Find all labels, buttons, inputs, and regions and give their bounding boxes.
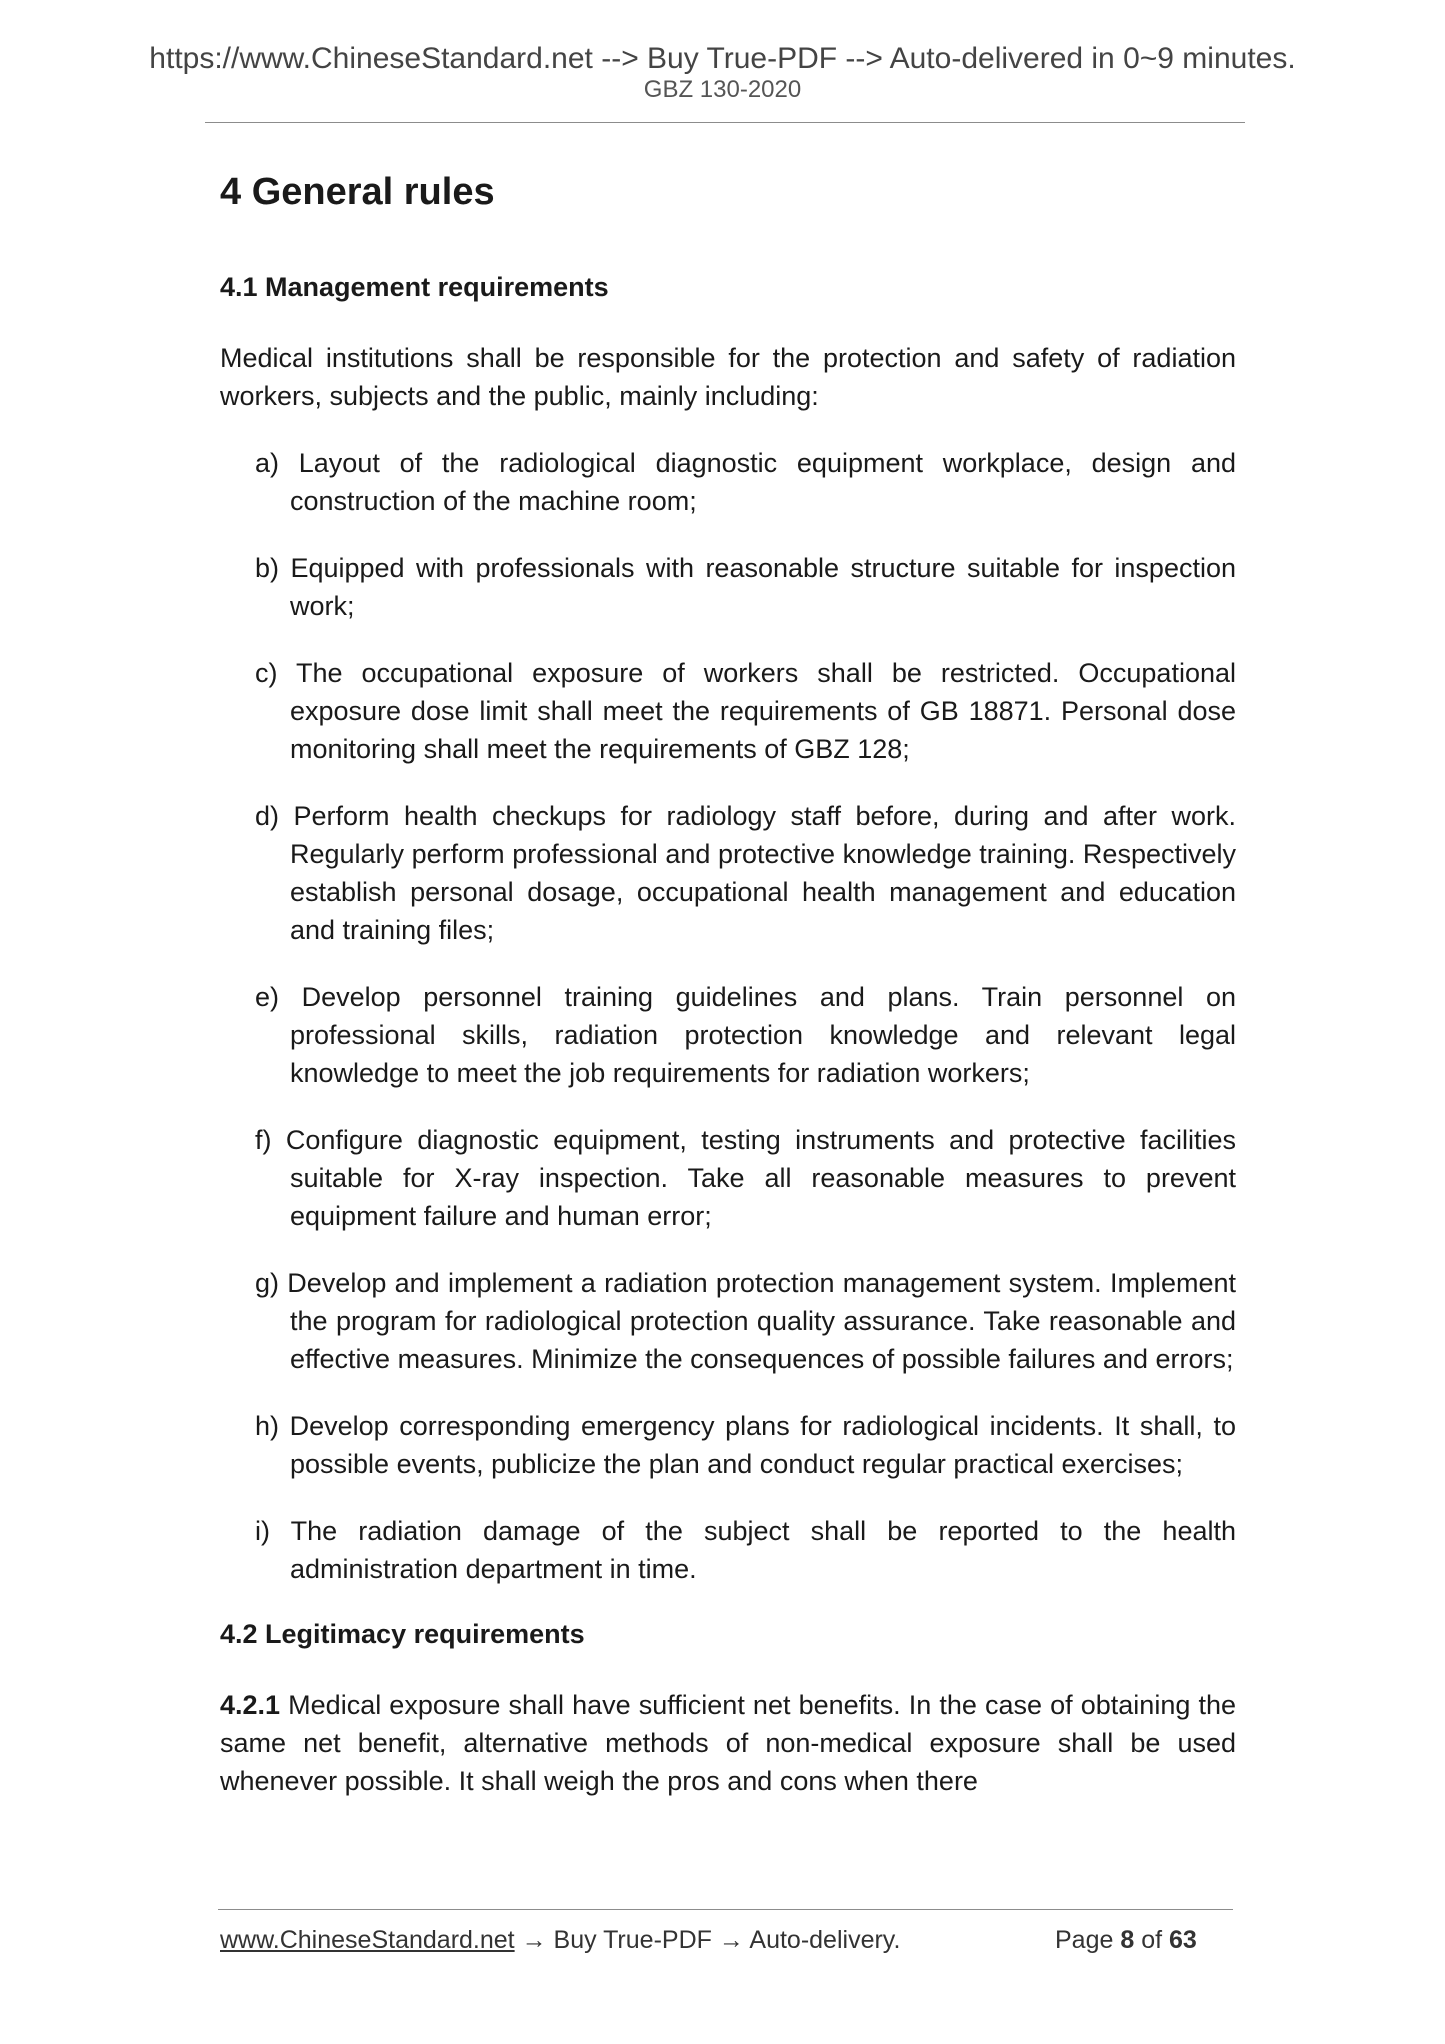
clause-text: Medical exposure shall have sufficient net benefits. In the case of obtaining the same net benefit, alternative methods of non-medical exposure shall be used whenever possible. It shall weigh the pros and cons when there [220, 1689, 1236, 1796]
page-indicator [1055, 1926, 1197, 1955]
subsection-title-4-2: 4.2 Legitimacy requirements [220, 1618, 585, 1649]
section-title: 4 General rules [220, 171, 495, 213]
standard-code: GBZ 130-2020 [643, 76, 802, 103]
footer-promo [220, 1926, 900, 1955]
total-pages: 63 [1169, 1926, 1197, 1954]
requirements-list [220, 444, 1236, 1588]
intro-paragraph: Medical institutions shall be responsible for the protection and safety of radiation workers, subjects and the public, mainly including: [220, 342, 1236, 411]
of-word: of [1134, 1926, 1169, 1954]
list-item: d) Perform health checkups for radiology staff before, during and after work. Regularly perform professional and protective knowledge training. Respectively establish personal dosage, occupational health management and education and training files; [255, 800, 1236, 945]
subsection-title-4-1: 4.1 Management requirements [220, 271, 609, 302]
list-item: i) The radiation damage of the subject shall be reported to the health administration department in time. [255, 1515, 1236, 1584]
list-item: c) The occupational exposure of workers shall be restricted. Occupational exposure dose limit shall meet the requirements of GB 18871. Personal dose monitoring shall meet the requirements of GBZ 128; [255, 657, 1236, 764]
footer-tagline: → Buy True-PDF → Auto-delivery. [514, 1926, 901, 1954]
document-body [220, 170, 1236, 1829]
list-item: g) Develop and implement a radiation protection management system. Implement the program for radiological protection quality assurance. Take reasonable and effective measures. Minimize the consequences of possible failures and errors; [255, 1267, 1236, 1374]
list-item: h) Develop corresponding emergency plans for radiological incidents. It shall, to possible events, publicize the plan and conduct regular practical exercises; [255, 1410, 1236, 1479]
list-item: b) Equipped with professionals with reasonable structure suitable for inspection work; [255, 552, 1236, 621]
header-divider [205, 122, 1245, 123]
list-item: e) Develop personnel training guidelines and plans. Train personnel on professional skills, radiation protection knowledge and relevant legal knowledge to meet the job requirements for radiation workers; [255, 981, 1236, 1088]
footer-site-link[interactable]: www.ChineseStandard.net [220, 1926, 515, 1954]
page-number: 8 [1120, 1926, 1135, 1954]
top-banner: https://www.ChineseStandard.net --> Buy True-PDF --> Auto-delivered in 0~9 minutes. [149, 42, 1296, 75]
clause-number: 4.2.1 [220, 1689, 281, 1720]
footer-divider [218, 1909, 1233, 1910]
list-item: f) Configure diagnostic equipment, testing instruments and protective facilities suitable for X-ray inspection. Take all reasonable measures to prevent equipment failure and human error; [255, 1124, 1236, 1231]
list-item: a) Layout of the radiological diagnostic equipment workplace, design and construction of the machine room; [255, 447, 1236, 516]
page-word: Page [1055, 1926, 1121, 1954]
clause-paragraph [220, 1686, 1236, 1800]
